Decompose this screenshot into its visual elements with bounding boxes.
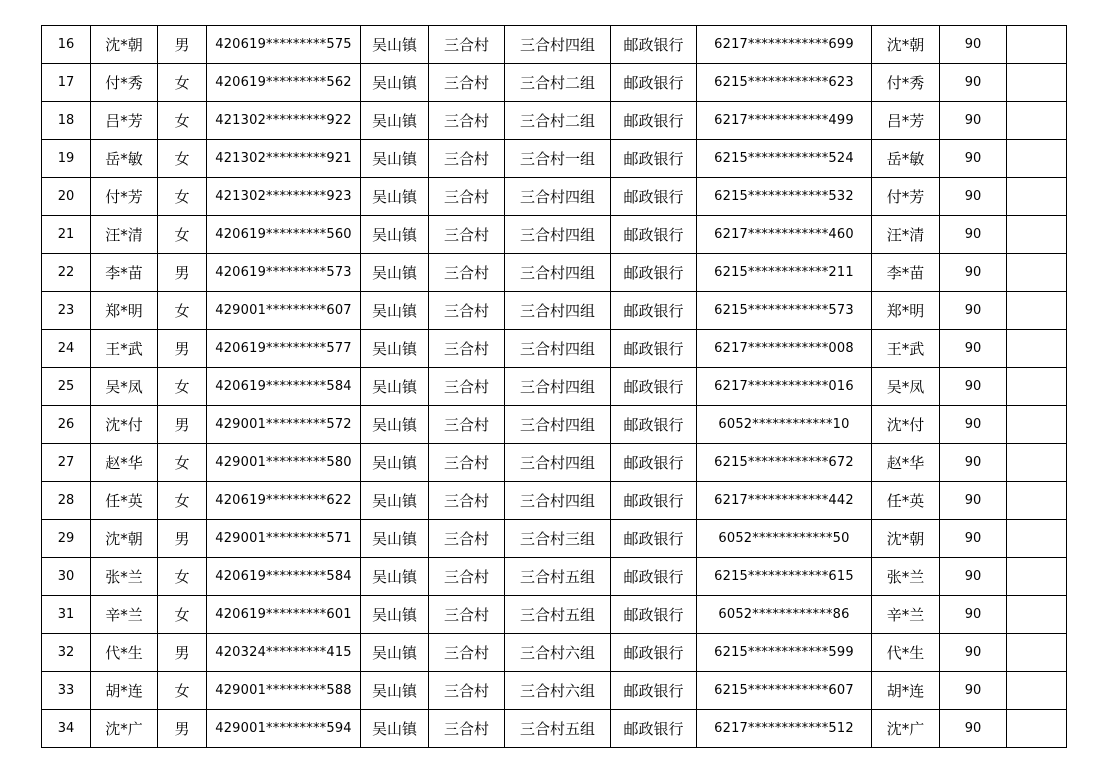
cell-row-index: 23 bbox=[42, 292, 91, 330]
table-row bbox=[42, 596, 1067, 634]
cell-village-group: 三合村四组 bbox=[505, 406, 611, 444]
cell-bank-name: 邮政银行 bbox=[611, 672, 697, 710]
cell-bank-name: 邮政银行 bbox=[611, 178, 697, 216]
cell-village: 三合村 bbox=[429, 634, 505, 672]
cell-amount: 90 bbox=[940, 292, 1007, 330]
cell-amount: 90 bbox=[940, 482, 1007, 520]
cell-account-number: 6215************573 bbox=[697, 292, 872, 330]
cell-gender: 女 bbox=[158, 558, 207, 596]
cell-village: 三合村 bbox=[429, 558, 505, 596]
cell-village: 三合村 bbox=[429, 444, 505, 482]
cell-bank-name: 邮政银行 bbox=[611, 102, 697, 140]
cell-town: 吴山镇 bbox=[361, 64, 429, 102]
cell-account-number: 6215************607 bbox=[697, 672, 872, 710]
cell-town: 吴山镇 bbox=[361, 558, 429, 596]
cell-id-number: 420619*********584 bbox=[207, 368, 361, 406]
cell-id-number: 420619*********577 bbox=[207, 330, 361, 368]
cell-village-group: 三合村三组 bbox=[505, 520, 611, 558]
cell-remarks bbox=[1007, 634, 1067, 672]
cell-person-name: 沈*朝 bbox=[91, 520, 158, 558]
cell-row-index: 18 bbox=[42, 102, 91, 140]
cell-town: 吴山镇 bbox=[361, 596, 429, 634]
roster-body bbox=[42, 26, 1067, 748]
cell-amount: 90 bbox=[940, 26, 1007, 64]
cell-id-number: 429001*********572 bbox=[207, 406, 361, 444]
cell-town: 吴山镇 bbox=[361, 634, 429, 672]
cell-amount: 90 bbox=[940, 634, 1007, 672]
table-row bbox=[42, 634, 1067, 672]
cell-village: 三合村 bbox=[429, 64, 505, 102]
cell-amount: 90 bbox=[940, 710, 1007, 748]
cell-remarks bbox=[1007, 292, 1067, 330]
cell-village: 三合村 bbox=[429, 520, 505, 558]
cell-village-group: 三合村四组 bbox=[505, 178, 611, 216]
cell-gender: 女 bbox=[158, 482, 207, 520]
cell-account-holder: 辛*兰 bbox=[872, 596, 940, 634]
cell-id-number: 420619*********573 bbox=[207, 254, 361, 292]
cell-village-group: 三合村四组 bbox=[505, 216, 611, 254]
cell-account-number: 6215************524 bbox=[697, 140, 872, 178]
cell-amount: 90 bbox=[940, 254, 1007, 292]
cell-gender: 男 bbox=[158, 254, 207, 292]
cell-gender: 女 bbox=[158, 64, 207, 102]
cell-account-number: 6215************615 bbox=[697, 558, 872, 596]
cell-bank-name: 邮政银行 bbox=[611, 216, 697, 254]
table-row bbox=[42, 368, 1067, 406]
cell-town: 吴山镇 bbox=[361, 330, 429, 368]
cell-account-holder: 郑*明 bbox=[872, 292, 940, 330]
cell-id-number: 429001*********571 bbox=[207, 520, 361, 558]
cell-village: 三合村 bbox=[429, 254, 505, 292]
cell-bank-name: 邮政银行 bbox=[611, 596, 697, 634]
cell-account-number: 6217************442 bbox=[697, 482, 872, 520]
cell-gender: 女 bbox=[158, 368, 207, 406]
cell-gender: 女 bbox=[158, 672, 207, 710]
cell-remarks bbox=[1007, 216, 1067, 254]
table-row bbox=[42, 406, 1067, 444]
cell-remarks bbox=[1007, 444, 1067, 482]
cell-gender: 男 bbox=[158, 406, 207, 444]
cell-account-number: 6215************532 bbox=[697, 178, 872, 216]
cell-person-name: 李*苗 bbox=[91, 254, 158, 292]
cell-account-holder: 沈*朝 bbox=[872, 520, 940, 558]
cell-amount: 90 bbox=[940, 368, 1007, 406]
cell-remarks bbox=[1007, 368, 1067, 406]
cell-remarks bbox=[1007, 178, 1067, 216]
cell-amount: 90 bbox=[940, 672, 1007, 710]
cell-village: 三合村 bbox=[429, 102, 505, 140]
table-row bbox=[42, 482, 1067, 520]
cell-gender: 男 bbox=[158, 330, 207, 368]
cell-person-name: 岳*敏 bbox=[91, 140, 158, 178]
cell-person-name: 吕*芳 bbox=[91, 102, 158, 140]
cell-remarks bbox=[1007, 330, 1067, 368]
cell-town: 吴山镇 bbox=[361, 140, 429, 178]
cell-person-name: 汪*清 bbox=[91, 216, 158, 254]
cell-person-name: 赵*华 bbox=[91, 444, 158, 482]
cell-gender: 女 bbox=[158, 444, 207, 482]
cell-id-number: 420619*********584 bbox=[207, 558, 361, 596]
cell-remarks bbox=[1007, 64, 1067, 102]
cell-bank-name: 邮政银行 bbox=[611, 140, 697, 178]
cell-amount: 90 bbox=[940, 140, 1007, 178]
cell-town: 吴山镇 bbox=[361, 26, 429, 64]
cell-row-index: 25 bbox=[42, 368, 91, 406]
cell-village-group: 三合村四组 bbox=[505, 26, 611, 64]
cell-account-number: 6217************699 bbox=[697, 26, 872, 64]
cell-row-index: 34 bbox=[42, 710, 91, 748]
cell-town: 吴山镇 bbox=[361, 710, 429, 748]
cell-gender: 男 bbox=[158, 710, 207, 748]
cell-amount: 90 bbox=[940, 444, 1007, 482]
cell-row-index: 21 bbox=[42, 216, 91, 254]
cell-account-number: 6052************10 bbox=[697, 406, 872, 444]
cell-account-holder: 汪*清 bbox=[872, 216, 940, 254]
cell-town: 吴山镇 bbox=[361, 482, 429, 520]
cell-amount: 90 bbox=[940, 178, 1007, 216]
cell-town: 吴山镇 bbox=[361, 178, 429, 216]
cell-village-group: 三合村四组 bbox=[505, 368, 611, 406]
cell-account-number: 6217************008 bbox=[697, 330, 872, 368]
cell-gender: 女 bbox=[158, 216, 207, 254]
cell-amount: 90 bbox=[940, 64, 1007, 102]
cell-gender: 女 bbox=[158, 178, 207, 216]
table-row bbox=[42, 102, 1067, 140]
cell-remarks bbox=[1007, 672, 1067, 710]
cell-row-index: 20 bbox=[42, 178, 91, 216]
cell-town: 吴山镇 bbox=[361, 254, 429, 292]
cell-account-number: 6052************50 bbox=[697, 520, 872, 558]
cell-gender: 女 bbox=[158, 292, 207, 330]
cell-remarks bbox=[1007, 710, 1067, 748]
cell-village: 三合村 bbox=[429, 292, 505, 330]
cell-account-number: 6215************599 bbox=[697, 634, 872, 672]
cell-bank-name: 邮政银行 bbox=[611, 26, 697, 64]
cell-village-group: 三合村六组 bbox=[505, 634, 611, 672]
table-row bbox=[42, 444, 1067, 482]
cell-account-holder: 付*芳 bbox=[872, 178, 940, 216]
cell-bank-name: 邮政银行 bbox=[611, 368, 697, 406]
cell-village: 三合村 bbox=[429, 178, 505, 216]
cell-account-holder: 沈*朝 bbox=[872, 26, 940, 64]
cell-bank-name: 邮政银行 bbox=[611, 558, 697, 596]
table-row bbox=[42, 140, 1067, 178]
cell-amount: 90 bbox=[940, 520, 1007, 558]
table-row bbox=[42, 254, 1067, 292]
cell-account-number: 6217************499 bbox=[697, 102, 872, 140]
cell-village-group: 三合村四组 bbox=[505, 482, 611, 520]
cell-bank-name: 邮政银行 bbox=[611, 330, 697, 368]
cell-id-number: 420619*********562 bbox=[207, 64, 361, 102]
cell-row-index: 28 bbox=[42, 482, 91, 520]
cell-town: 吴山镇 bbox=[361, 520, 429, 558]
cell-account-number: 6215************672 bbox=[697, 444, 872, 482]
cell-account-number: 6052************86 bbox=[697, 596, 872, 634]
cell-account-number: 6215************211 bbox=[697, 254, 872, 292]
cell-town: 吴山镇 bbox=[361, 368, 429, 406]
cell-village-group: 三合村四组 bbox=[505, 254, 611, 292]
cell-gender: 男 bbox=[158, 26, 207, 64]
cell-id-number: 420619*********575 bbox=[207, 26, 361, 64]
cell-account-number: 6217************460 bbox=[697, 216, 872, 254]
subsidy-roster-table bbox=[41, 25, 1067, 748]
cell-account-holder: 沈*广 bbox=[872, 710, 940, 748]
cell-amount: 90 bbox=[940, 102, 1007, 140]
cell-row-index: 30 bbox=[42, 558, 91, 596]
cell-row-index: 33 bbox=[42, 672, 91, 710]
cell-id-number: 420619*********622 bbox=[207, 482, 361, 520]
cell-row-index: 26 bbox=[42, 406, 91, 444]
cell-remarks bbox=[1007, 558, 1067, 596]
cell-village: 三合村 bbox=[429, 406, 505, 444]
cell-account-holder: 胡*连 bbox=[872, 672, 940, 710]
cell-town: 吴山镇 bbox=[361, 292, 429, 330]
cell-remarks bbox=[1007, 520, 1067, 558]
cell-person-name: 沈*付 bbox=[91, 406, 158, 444]
cell-row-index: 22 bbox=[42, 254, 91, 292]
cell-village-group: 三合村一组 bbox=[505, 140, 611, 178]
cell-village-group: 三合村五组 bbox=[505, 710, 611, 748]
cell-id-number: 429001*********607 bbox=[207, 292, 361, 330]
cell-amount: 90 bbox=[940, 330, 1007, 368]
cell-id-number: 429001*********594 bbox=[207, 710, 361, 748]
cell-bank-name: 邮政银行 bbox=[611, 482, 697, 520]
cell-bank-name: 邮政银行 bbox=[611, 444, 697, 482]
cell-remarks bbox=[1007, 482, 1067, 520]
cell-gender: 女 bbox=[158, 140, 207, 178]
cell-row-index: 27 bbox=[42, 444, 91, 482]
cell-account-number: 6217************512 bbox=[697, 710, 872, 748]
cell-row-index: 24 bbox=[42, 330, 91, 368]
cell-person-name: 吴*凤 bbox=[91, 368, 158, 406]
cell-account-holder: 王*武 bbox=[872, 330, 940, 368]
table-row bbox=[42, 672, 1067, 710]
table-row bbox=[42, 216, 1067, 254]
cell-account-holder: 吕*芳 bbox=[872, 102, 940, 140]
cell-village-group: 三合村四组 bbox=[505, 444, 611, 482]
cell-id-number: 420324*********415 bbox=[207, 634, 361, 672]
cell-account-holder: 任*英 bbox=[872, 482, 940, 520]
cell-row-index: 16 bbox=[42, 26, 91, 64]
cell-person-name: 郑*明 bbox=[91, 292, 158, 330]
cell-village-group: 三合村六组 bbox=[505, 672, 611, 710]
cell-person-name: 沈*朝 bbox=[91, 26, 158, 64]
table-row bbox=[42, 64, 1067, 102]
cell-village: 三合村 bbox=[429, 216, 505, 254]
cell-account-holder: 张*兰 bbox=[872, 558, 940, 596]
cell-row-index: 29 bbox=[42, 520, 91, 558]
cell-village: 三合村 bbox=[429, 596, 505, 634]
cell-village-group: 三合村二组 bbox=[505, 102, 611, 140]
cell-gender: 男 bbox=[158, 520, 207, 558]
cell-id-number: 420619*********560 bbox=[207, 216, 361, 254]
cell-account-number: 6215************623 bbox=[697, 64, 872, 102]
cell-person-name: 辛*兰 bbox=[91, 596, 158, 634]
cell-bank-name: 邮政银行 bbox=[611, 292, 697, 330]
cell-account-holder: 代*生 bbox=[872, 634, 940, 672]
cell-town: 吴山镇 bbox=[361, 406, 429, 444]
cell-village-group: 三合村五组 bbox=[505, 596, 611, 634]
cell-remarks bbox=[1007, 596, 1067, 634]
cell-id-number: 429001*********588 bbox=[207, 672, 361, 710]
cell-amount: 90 bbox=[940, 596, 1007, 634]
cell-bank-name: 邮政银行 bbox=[611, 64, 697, 102]
cell-person-name: 付*秀 bbox=[91, 64, 158, 102]
table-row bbox=[42, 558, 1067, 596]
cell-account-holder: 付*秀 bbox=[872, 64, 940, 102]
cell-village-group: 三合村四组 bbox=[505, 292, 611, 330]
cell-remarks bbox=[1007, 102, 1067, 140]
cell-id-number: 421302*********922 bbox=[207, 102, 361, 140]
cell-person-name: 代*生 bbox=[91, 634, 158, 672]
cell-person-name: 沈*广 bbox=[91, 710, 158, 748]
cell-gender: 女 bbox=[158, 102, 207, 140]
cell-village: 三合村 bbox=[429, 482, 505, 520]
table-row bbox=[42, 710, 1067, 748]
cell-person-name: 付*芳 bbox=[91, 178, 158, 216]
cell-village-group: 三合村二组 bbox=[505, 64, 611, 102]
cell-id-number: 420619*********601 bbox=[207, 596, 361, 634]
cell-person-name: 王*武 bbox=[91, 330, 158, 368]
cell-gender: 女 bbox=[158, 596, 207, 634]
cell-village: 三合村 bbox=[429, 140, 505, 178]
table-row bbox=[42, 178, 1067, 216]
cell-village: 三合村 bbox=[429, 330, 505, 368]
cell-account-holder: 赵*华 bbox=[872, 444, 940, 482]
table-row bbox=[42, 330, 1067, 368]
cell-town: 吴山镇 bbox=[361, 444, 429, 482]
table-row bbox=[42, 26, 1067, 64]
cell-village: 三合村 bbox=[429, 26, 505, 64]
cell-account-holder: 沈*付 bbox=[872, 406, 940, 444]
cell-person-name: 任*英 bbox=[91, 482, 158, 520]
cell-id-number: 421302*********923 bbox=[207, 178, 361, 216]
table-row bbox=[42, 292, 1067, 330]
cell-account-holder: 岳*敏 bbox=[872, 140, 940, 178]
cell-amount: 90 bbox=[940, 406, 1007, 444]
cell-row-index: 19 bbox=[42, 140, 91, 178]
cell-village-group: 三合村五组 bbox=[505, 558, 611, 596]
cell-town: 吴山镇 bbox=[361, 216, 429, 254]
cell-person-name: 胡*连 bbox=[91, 672, 158, 710]
cell-village: 三合村 bbox=[429, 672, 505, 710]
cell-village: 三合村 bbox=[429, 710, 505, 748]
cell-village: 三合村 bbox=[429, 368, 505, 406]
cell-row-index: 17 bbox=[42, 64, 91, 102]
cell-remarks bbox=[1007, 254, 1067, 292]
cell-remarks bbox=[1007, 26, 1067, 64]
cell-town: 吴山镇 bbox=[361, 672, 429, 710]
cell-account-number: 6217************016 bbox=[697, 368, 872, 406]
cell-gender: 男 bbox=[158, 634, 207, 672]
cell-village-group: 三合村四组 bbox=[505, 330, 611, 368]
cell-remarks bbox=[1007, 406, 1067, 444]
cell-account-holder: 李*苗 bbox=[872, 254, 940, 292]
cell-id-number: 429001*********580 bbox=[207, 444, 361, 482]
cell-bank-name: 邮政银行 bbox=[611, 520, 697, 558]
cell-bank-name: 邮政银行 bbox=[611, 406, 697, 444]
cell-id-number: 421302*********921 bbox=[207, 140, 361, 178]
cell-bank-name: 邮政银行 bbox=[611, 634, 697, 672]
cell-account-holder: 吴*凤 bbox=[872, 368, 940, 406]
cell-amount: 90 bbox=[940, 558, 1007, 596]
table-row bbox=[42, 520, 1067, 558]
cell-row-index: 32 bbox=[42, 634, 91, 672]
cell-bank-name: 邮政银行 bbox=[611, 254, 697, 292]
cell-person-name: 张*兰 bbox=[91, 558, 158, 596]
cell-bank-name: 邮政银行 bbox=[611, 710, 697, 748]
cell-row-index: 31 bbox=[42, 596, 91, 634]
cell-town: 吴山镇 bbox=[361, 102, 429, 140]
cell-amount: 90 bbox=[940, 216, 1007, 254]
cell-remarks bbox=[1007, 140, 1067, 178]
